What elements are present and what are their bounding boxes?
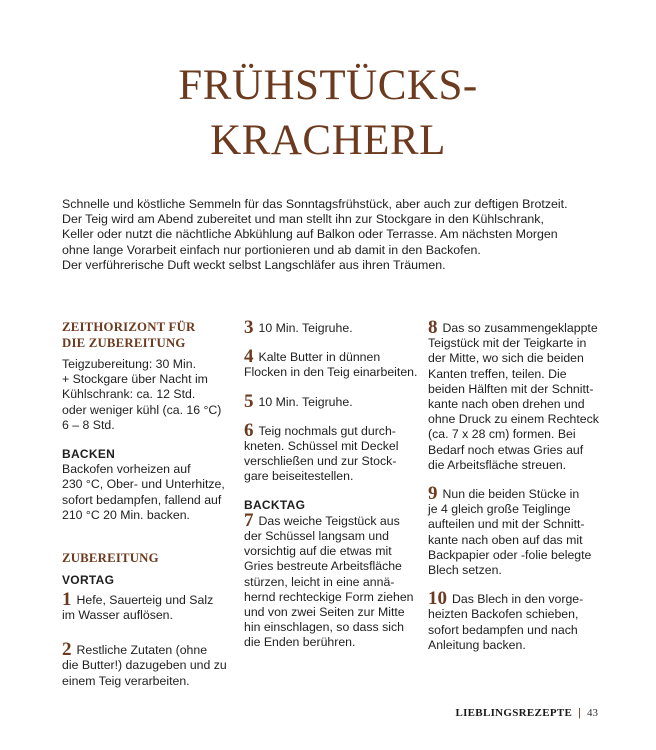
intro-line: Schnelle und köstliche Semmeln für das Sonntagsfrühstück, aber auch zur deftigen Brotzeit. bbox=[62, 197, 568, 211]
text-line: sofort bedampfen, fallend auf bbox=[62, 492, 222, 507]
step-text: Blech setzen. bbox=[428, 563, 502, 578]
vortag-subheading: VORTAG bbox=[62, 572, 115, 587]
step-number: 3 bbox=[244, 317, 254, 338]
text-line: Teigzubereitung: 30 Min. bbox=[62, 357, 196, 371]
step-number: 6 bbox=[244, 419, 254, 441]
step-text: kneten. Schüssel mit Deckel bbox=[244, 439, 399, 454]
step-text: Backpapier oder -folie belegte bbox=[428, 547, 592, 562]
step-7 bbox=[244, 509, 414, 651]
step-text: 10 Min. Teigruhe. bbox=[258, 394, 353, 409]
step-text: hernd rechteckige Form ziehen bbox=[244, 589, 414, 604]
step-3 bbox=[244, 317, 414, 338]
zubereitung-heading: ZUBEREITUNG bbox=[62, 551, 159, 566]
step-text: kante nach oben drehen und bbox=[428, 397, 585, 412]
step-text: Kalte Butter in dünnen bbox=[258, 350, 381, 365]
step-text: gare beiseitestellen. bbox=[244, 469, 354, 484]
text-line: 210 °C 20 Min. backen. bbox=[62, 507, 190, 522]
text-line: Backofen vorheizen auf bbox=[62, 462, 191, 477]
step-text: hin einschlagen, so dass sich bbox=[244, 620, 404, 635]
step-text: die Butter!) dazugeben und zu bbox=[62, 658, 227, 673]
step-text: sofort bedampfen und nach bbox=[428, 622, 578, 637]
zeithorizont-heading bbox=[62, 320, 232, 351]
heading-line: DIE ZUBEREITUNG bbox=[62, 335, 186, 350]
page-footer bbox=[455, 707, 598, 719]
step-text: die Arbeitsfläche streuen. bbox=[428, 457, 567, 472]
step-text: Das so zusammengeklappte bbox=[442, 321, 598, 335]
step-4 bbox=[244, 346, 418, 380]
step-number: 1 bbox=[62, 588, 72, 610]
intro-line: Keller oder nutzt die nächtliche Abkühlung auf Balkon oder Terrasse. Am nächsten Morgen bbox=[62, 227, 558, 242]
step-number: 2 bbox=[62, 639, 72, 661]
page-number: 43 bbox=[587, 707, 598, 719]
step-number: 7 bbox=[244, 509, 254, 531]
step-text: Nun die beiden Stücke in bbox=[442, 487, 580, 502]
step-text: (ca. 7 x 28 cm) formen. Bei bbox=[428, 427, 576, 442]
backen-heading: BACKEN bbox=[62, 447, 116, 462]
step-text: der Schüssel langsam und bbox=[244, 529, 389, 544]
footer-separator: | bbox=[578, 707, 581, 719]
backen-text bbox=[62, 462, 232, 523]
text-line: Kühlschrank: ca. 12 Std. bbox=[62, 387, 196, 402]
zeithorizont-text bbox=[62, 357, 232, 433]
step-text: je 4 gleich große Teiglinge bbox=[428, 502, 571, 517]
step-text: Teigstück mit der Teigkarte in bbox=[428, 336, 587, 351]
step-1 bbox=[62, 588, 232, 623]
step-number: 10 bbox=[428, 588, 447, 610]
step-text: heizten Backofen schieben, bbox=[428, 607, 579, 622]
step-text: Flocken in den Teig einarbeiten. bbox=[244, 365, 418, 380]
step-text: Teig nochmals gut durch- bbox=[258, 423, 396, 438]
step-text: Kanten treffen, teilen. Die bbox=[428, 366, 567, 381]
step-text: Das weiche Teigstück aus bbox=[258, 513, 400, 528]
step-text: die Enden berühren. bbox=[244, 635, 356, 650]
title-line: FRÜHSTÜCKS- bbox=[178, 62, 478, 109]
heading-line: ZEITHORIZONT FÜR bbox=[62, 320, 196, 334]
footer-label: LIEBLINGSREZEPTE bbox=[455, 707, 573, 719]
intro-paragraph bbox=[62, 197, 602, 273]
step-text: Bedarf noch etwas Gries auf bbox=[428, 442, 584, 457]
step-10 bbox=[428, 588, 598, 653]
step-9 bbox=[428, 483, 598, 578]
step-text: einem Teig verarbeiten. bbox=[62, 673, 190, 688]
step-5 bbox=[244, 390, 414, 412]
step-text: aufteilen und mit der Schnitt- bbox=[428, 517, 585, 532]
step-text: der Mitte, wo sich die beiden bbox=[428, 351, 584, 366]
column-middle bbox=[244, 317, 418, 664]
step-text: Gries bestreute Arbeitsfläche bbox=[244, 559, 402, 574]
text-line: oder weniger kühl (ca. 16 °C) bbox=[62, 402, 222, 417]
text-line: 230 °C, Ober- und Unterhitze, bbox=[62, 477, 225, 492]
step-number: 8 bbox=[428, 317, 438, 338]
step-text: Anleitung backen. bbox=[428, 637, 526, 652]
step-text: 10 Min. Teigruhe. bbox=[258, 321, 353, 335]
intro-line: Der Teig wird am Abend zubereitet und man stellt ihn zur Stockgare in den Kühlschrank, bbox=[62, 212, 544, 227]
step-text: stürzen, leicht in eine annä- bbox=[244, 574, 395, 589]
step-6 bbox=[244, 419, 414, 485]
backtag-subheading: BACKTAG bbox=[244, 497, 306, 512]
text-line: 6 – 8 Std. bbox=[62, 417, 115, 432]
intro-line: Der verführerische Duft weckt selbst Langschläfer aus ihren Träumen. bbox=[62, 257, 446, 272]
step-text: verschließen und zur Stock- bbox=[244, 454, 397, 469]
column-right bbox=[428, 317, 599, 666]
step-number: 9 bbox=[428, 483, 438, 505]
step-text: vorsichtig auf die etwas mit bbox=[244, 544, 392, 559]
step-8 bbox=[428, 317, 599, 473]
recipe-title bbox=[0, 58, 656, 168]
title-line: KRACHERL bbox=[210, 117, 446, 164]
step-text: ohne Druck zu einem Rechteck bbox=[428, 412, 599, 427]
intro-line: ohne lange Vorarbeit einfach nur portionieren und ab damit in den Backofen. bbox=[62, 242, 481, 257]
step-text: Restliche Zutaten (ohne bbox=[76, 643, 208, 658]
step-number: 5 bbox=[244, 390, 254, 412]
step-text: im Wasser auflösen. bbox=[62, 607, 173, 622]
step-text: beiden Hälften mit der Schnitt- bbox=[428, 381, 594, 396]
step-2 bbox=[62, 639, 232, 689]
step-text: Hefe, Sauerteig und Salz bbox=[76, 592, 214, 607]
text-line: + Stockgare über Nacht im bbox=[62, 372, 208, 387]
column-left bbox=[62, 320, 232, 702]
step-text: kante nach oben auf das mit bbox=[428, 532, 583, 547]
step-text: Das Blech in den vorge- bbox=[452, 592, 584, 607]
step-number: 4 bbox=[244, 346, 254, 368]
step-text: und von zwei Seiten zur Mitte bbox=[244, 605, 405, 620]
